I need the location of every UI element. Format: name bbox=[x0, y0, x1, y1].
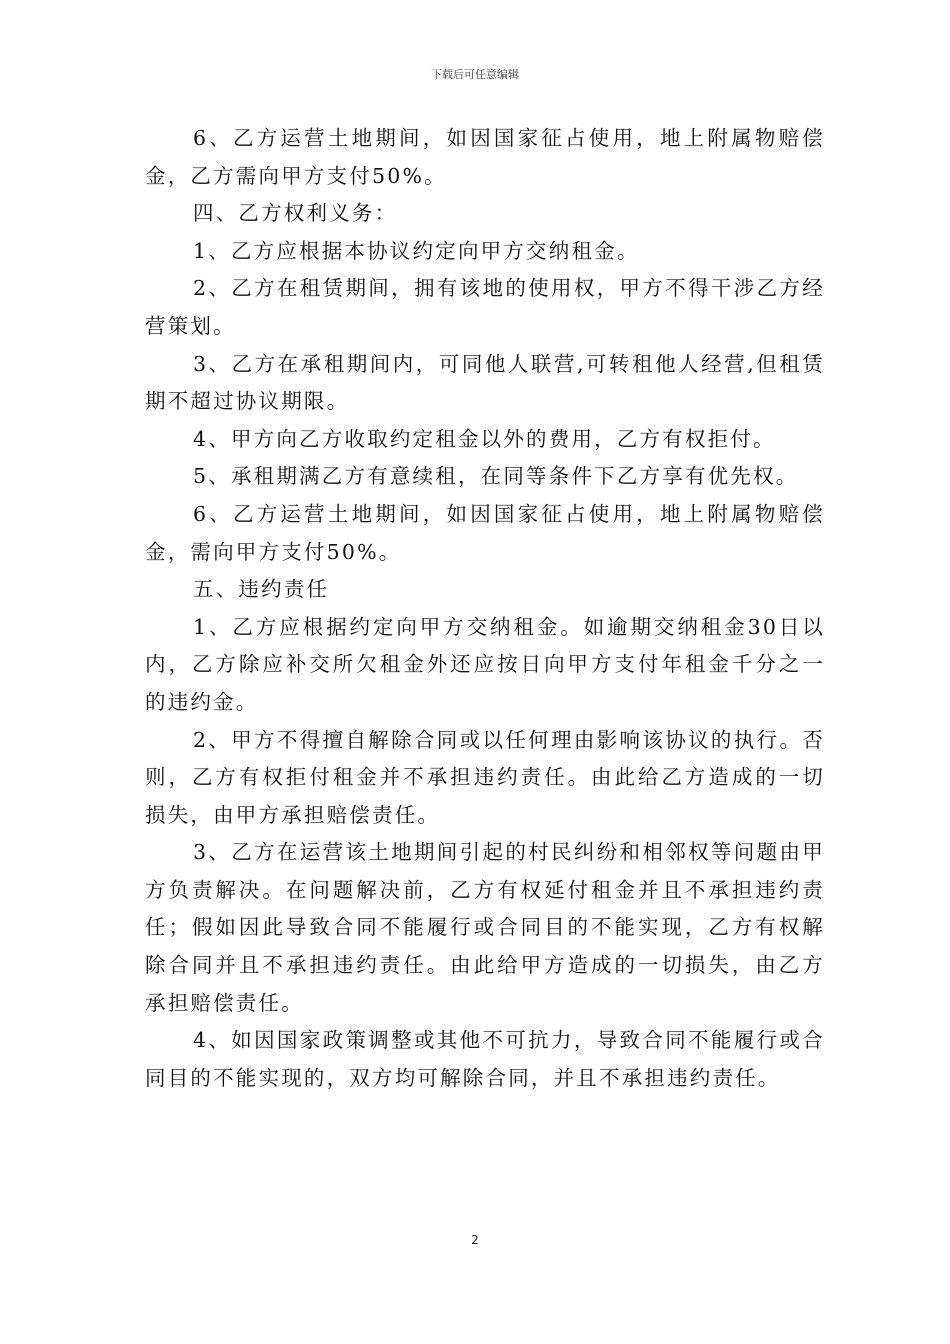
clause-6-party-a-obligations: 6、乙方运营土地期间，如因国家征占使用，地上附属物赔偿金，乙方需向甲方支付50%。 bbox=[145, 126, 825, 188]
clause-b-6: 6、乙方运营土地期间，如因国家征占使用，地上附属物赔偿金，需向甲方支付50%。 bbox=[145, 501, 825, 564]
section-heading-party-b-rights: 四、乙方权利义务： bbox=[193, 201, 398, 226]
clause-breach-1: 1、乙方应根据约定向甲方交纳租金。如逾期交纳租金30日以内，乙方除应补交所欠租金外还应按日向甲方支付年租金千分之一的违约金。 bbox=[145, 614, 825, 714]
clause-b-4: 4、甲方向乙方收取约定租金以外的费用，乙方有权拒付。 bbox=[193, 426, 776, 451]
clause-b-3: 3、乙方在承租期间内，可同他人联营,可转租他人经营,但租赁期不超过协议期限。 bbox=[145, 351, 825, 414]
page-header: 下载后可任意编辑 bbox=[431, 68, 519, 81]
clause-b-5: 5、承租期满乙方有意续租，在同等条件下乙方享有优先权。 bbox=[193, 464, 799, 489]
section-heading-breach-liability: 五、违约责任 bbox=[193, 577, 330, 602]
clause-b-2: 2、乙方在租赁期间，拥有该地的使用权，甲方不得干涉乙方经营策划。 bbox=[145, 276, 825, 338]
clause-breach-4: 4、如因国家政策调整或其他不可抗力，导致合同不能履行或合同目的不能实现的，双方均可解除合同，并且不承担违约责任。 bbox=[145, 1028, 825, 1090]
clause-breach-3: 3、乙方在运营该土地期间引起的村民纠纷和相邻权等问题由甲方负责解决。在问题解决前，乙方有权延付租金并且不承担违约责任；假如因此导致合同不能履行或合同目的不能实现，乙方有权解除合同并且不承担违约责任。由此给甲方造成的一切损失，由乙方承担赔偿责任。 bbox=[145, 840, 825, 1015]
document-body bbox=[145, 120, 825, 1097]
clause-breach-2: 2、甲方不得擅自解除合同或以任何理由影响该协议的执行。否则，乙方有权拒付租金并不承担违约责任。由此给乙方造成的一切损失，由甲方承担赔偿责任。 bbox=[145, 727, 825, 827]
page-number: 2 bbox=[471, 1233, 479, 1247]
clause-b-1: 1、乙方应根据本协议约定向甲方交纳租金。 bbox=[193, 238, 640, 263]
